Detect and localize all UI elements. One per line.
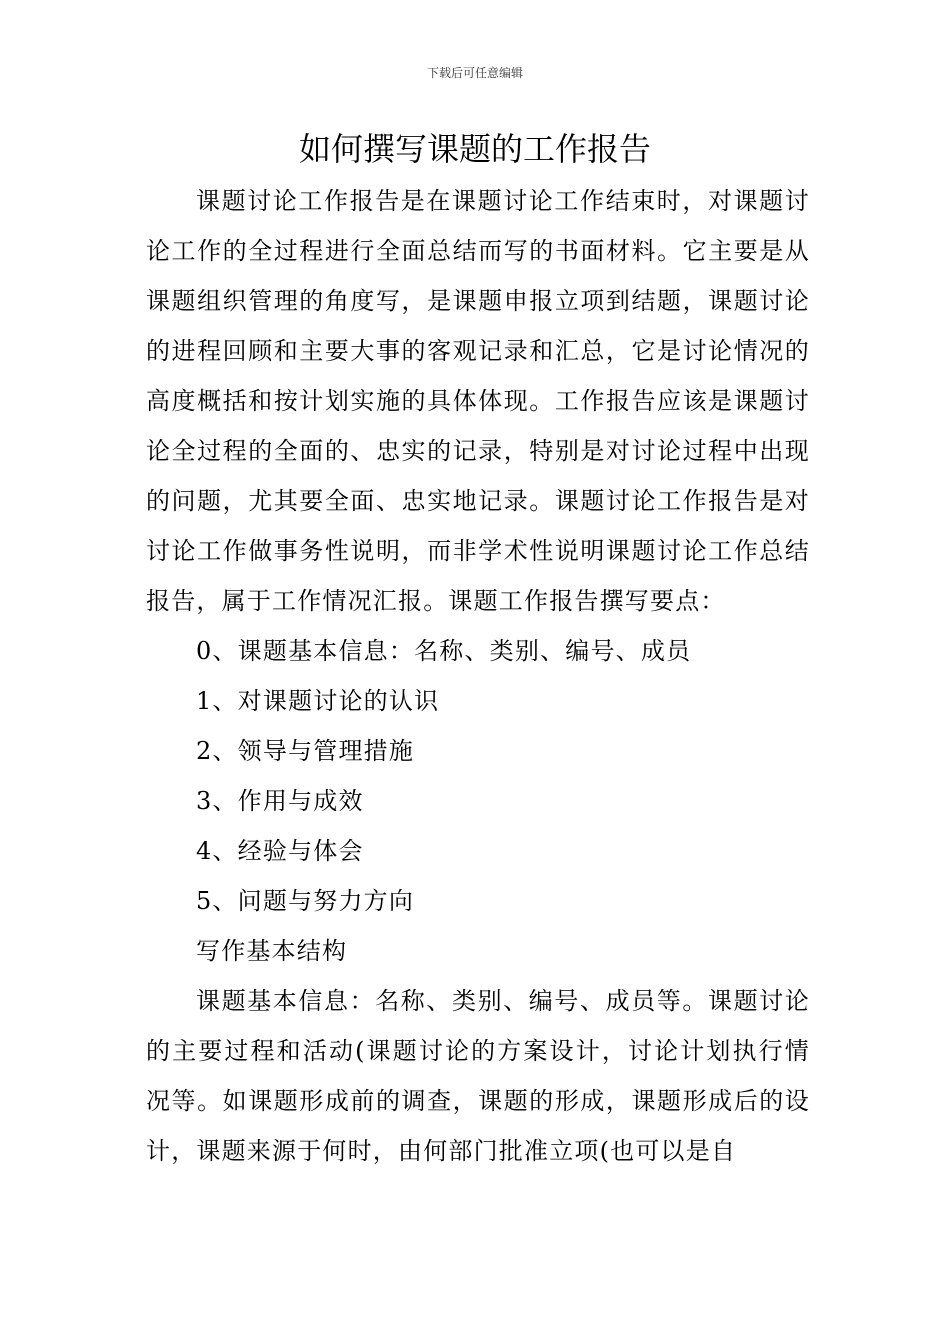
intro-paragraph: 课题讨论工作报告是在课题讨论工作结束时，对课题讨论工作的全过程进行全面总结而写的书面材料。它主要是从课题组织管理的角度写，是课题申报立项到结题，课题讨论的进程回顾和主要大事的客观记录和汇总，它是讨论情况的高度概括和按计划实施的具体体现。工作报告应该是课题讨论全过程的全面的、忠实的记录，特别是对讨论过程中出现的问题，尤其要全面、忠实地记录。课题讨论工作报告是对讨论工作做事务性说明，而非学术性说明课题讨论工作总结报告，属于工作情况汇报。课题工作报告撰写要点： <box>146 187 810 615</box>
list-item-4: 4、经验与体会 <box>196 837 364 865</box>
list-item-2: 2、领导与管理措施 <box>196 737 415 765</box>
page-title: 如何撰写课题的工作报告 <box>298 130 651 168</box>
structure-paragraph: 课题基本信息：名称、类别、编号、成员等。课题讨论的主要过程和活动(课题讨论的方案设计，讨论计划执行情况等。如课题形成前的调查，课题的形成，课题形成后的设计，课题来源于何时，由何部门批准立项(也可以是自 <box>146 987 810 1165</box>
list-item-0: 0、课题基本信息：名称、类别、编号、成员 <box>196 637 692 665</box>
list-item-5: 5、问题与努力方向 <box>196 887 415 915</box>
header-note: 下载后可任意编辑 <box>426 66 523 80</box>
list-item-1: 1、对课题讨论的认识 <box>196 687 440 715</box>
list-item-3: 3、作用与成效 <box>196 787 364 815</box>
document-body <box>146 176 810 1176</box>
structure-heading: 写作基本结构 <box>196 937 348 965</box>
